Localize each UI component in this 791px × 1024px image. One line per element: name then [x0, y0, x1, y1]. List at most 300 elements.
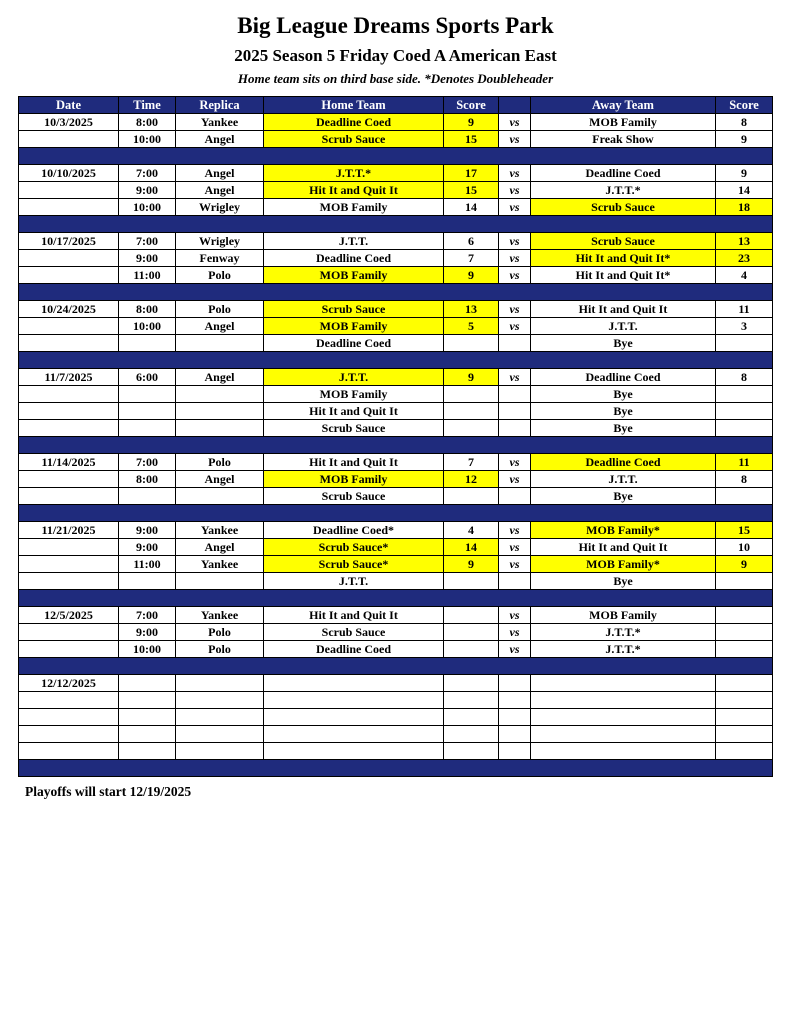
home-team-cell: Hit It and Quit It — [264, 607, 444, 624]
time-cell: 7:00 — [119, 233, 176, 250]
header-home-score: Score — [444, 97, 499, 114]
away-team-cell — [531, 675, 716, 692]
time-cell — [119, 726, 176, 743]
game-row — [19, 301, 773, 318]
vs-cell: vs — [499, 641, 531, 658]
game-row — [19, 250, 773, 267]
home-score-cell — [444, 675, 499, 692]
away-team-cell: J.T.T. — [531, 471, 716, 488]
home-team-cell: Scrub Sauce — [264, 420, 444, 437]
header-date: Date — [19, 97, 119, 114]
replica-cell: Angel — [176, 131, 264, 148]
away-team-cell: J.T.T.* — [531, 641, 716, 658]
away-score-cell: 11 — [716, 301, 773, 318]
away-score-cell — [716, 743, 773, 760]
time-cell: 6:00 — [119, 369, 176, 386]
away-score-cell: 15 — [716, 522, 773, 539]
page-subtitle: 2025 Season 5 Friday Coed A American East — [234, 46, 557, 65]
replica-cell: Angel — [176, 318, 264, 335]
vs-cell: vs — [499, 522, 531, 539]
home-team-cell: Scrub Sauce — [264, 624, 444, 641]
title-block — [0, 0, 791, 87]
vs-cell: vs — [499, 301, 531, 318]
game-row — [19, 369, 773, 386]
time-cell: 7:00 — [119, 454, 176, 471]
home-team-cell: Scrub Sauce — [264, 488, 444, 505]
bye-row — [19, 573, 773, 590]
away-score-cell: 8 — [716, 369, 773, 386]
vs-cell: vs — [499, 369, 531, 386]
replica-cell — [176, 743, 264, 760]
home-score-cell — [444, 726, 499, 743]
home-score-cell — [444, 403, 499, 420]
away-score-cell — [716, 709, 773, 726]
away-score-cell: 3 — [716, 318, 773, 335]
time-cell — [119, 488, 176, 505]
game-row — [19, 267, 773, 284]
playoffs-note: Playoffs will start 12/19/2025 — [25, 784, 192, 799]
time-cell — [119, 709, 176, 726]
home-team-cell: MOB Family — [264, 267, 444, 284]
date-cell — [19, 131, 119, 148]
away-team-cell — [531, 709, 716, 726]
game-row — [19, 471, 773, 488]
empty-row — [19, 726, 773, 743]
home-team-cell: Scrub Sauce* — [264, 539, 444, 556]
replica-cell: Yankee — [176, 556, 264, 573]
away-score-cell — [716, 573, 773, 590]
replica-cell — [176, 403, 264, 420]
replica-cell — [176, 386, 264, 403]
away-team-cell — [531, 692, 716, 709]
time-cell: 10:00 — [119, 641, 176, 658]
replica-cell: Angel — [176, 369, 264, 386]
game-row — [19, 556, 773, 573]
home-team-cell: MOB Family — [264, 318, 444, 335]
away-score-cell: 11 — [716, 454, 773, 471]
time-cell: 11:00 — [119, 556, 176, 573]
separator-cell — [19, 505, 773, 522]
home-team-cell: J.T.T. — [264, 573, 444, 590]
time-cell: 7:00 — [119, 165, 176, 182]
home-score-cell: 17 — [444, 165, 499, 182]
home-team-cell: Scrub Sauce — [264, 301, 444, 318]
vs-cell: vs — [499, 556, 531, 573]
home-score-cell: 6 — [444, 233, 499, 250]
date-cell — [19, 641, 119, 658]
away-team-cell: Bye — [531, 335, 716, 352]
replica-cell: Fenway — [176, 250, 264, 267]
replica-cell: Yankee — [176, 522, 264, 539]
vs-cell — [499, 488, 531, 505]
date-cell — [19, 250, 119, 267]
empty-row — [19, 743, 773, 760]
time-cell: 10:00 — [119, 318, 176, 335]
game-row — [19, 233, 773, 250]
away-score-cell: 14 — [716, 182, 773, 199]
time-cell — [119, 675, 176, 692]
bye-row — [19, 335, 773, 352]
home-score-cell: 7 — [444, 454, 499, 471]
date-cell — [19, 743, 119, 760]
game-row — [19, 114, 773, 131]
time-cell: 8:00 — [119, 471, 176, 488]
date-cell — [19, 539, 119, 556]
replica-cell: Polo — [176, 641, 264, 658]
away-score-cell — [716, 624, 773, 641]
away-team-cell: J.T.T.* — [531, 624, 716, 641]
vs-cell: vs — [499, 131, 531, 148]
header-home-team: Home Team — [264, 97, 444, 114]
vs-cell: vs — [499, 182, 531, 199]
home-score-cell — [444, 420, 499, 437]
home-score-cell: 5 — [444, 318, 499, 335]
vs-cell — [499, 335, 531, 352]
replica-cell: Wrigley — [176, 199, 264, 216]
replica-cell — [176, 488, 264, 505]
game-row — [19, 675, 773, 692]
vs-cell: vs — [499, 199, 531, 216]
away-score-cell: 9 — [716, 556, 773, 573]
time-cell: 11:00 — [119, 267, 176, 284]
separator-cell — [19, 760, 773, 777]
separator-row — [19, 284, 773, 301]
separator-row — [19, 148, 773, 165]
game-row — [19, 539, 773, 556]
home-score-cell — [444, 607, 499, 624]
time-cell: 10:00 — [119, 199, 176, 216]
separator-cell — [19, 658, 773, 675]
bye-row — [19, 386, 773, 403]
empty-row — [19, 709, 773, 726]
date-cell: 11/21/2025 — [19, 522, 119, 539]
vs-cell — [499, 726, 531, 743]
away-score-cell: 13 — [716, 233, 773, 250]
time-cell: 9:00 — [119, 624, 176, 641]
vs-cell: vs — [499, 250, 531, 267]
time-cell — [119, 743, 176, 760]
separator-row — [19, 760, 773, 777]
table-header-row — [19, 97, 773, 114]
away-score-cell: 23 — [716, 250, 773, 267]
date-cell — [19, 267, 119, 284]
header-time: Time — [119, 97, 176, 114]
home-score-cell — [444, 573, 499, 590]
home-score-cell — [444, 641, 499, 658]
away-score-cell: 8 — [716, 471, 773, 488]
vs-cell: vs — [499, 454, 531, 471]
away-team-cell: Deadline Coed — [531, 165, 716, 182]
replica-cell — [176, 335, 264, 352]
date-cell — [19, 182, 119, 199]
time-cell — [119, 335, 176, 352]
away-team-cell: Bye — [531, 386, 716, 403]
away-team-cell: Scrub Sauce — [531, 199, 716, 216]
date-cell: 10/24/2025 — [19, 301, 119, 318]
home-team-cell: J.T.T. — [264, 369, 444, 386]
away-score-cell — [716, 488, 773, 505]
separator-row — [19, 352, 773, 369]
separator-row — [19, 437, 773, 454]
home-team-cell: Deadline Coed — [264, 641, 444, 658]
vs-cell — [499, 573, 531, 590]
away-score-cell — [716, 641, 773, 658]
header-vs — [499, 97, 531, 114]
game-row — [19, 199, 773, 216]
vs-cell — [499, 403, 531, 420]
away-team-cell: Hit It and Quit It — [531, 301, 716, 318]
away-score-cell — [716, 420, 773, 437]
home-score-cell: 9 — [444, 556, 499, 573]
date-cell — [19, 335, 119, 352]
header-away-score: Score — [716, 97, 773, 114]
vs-cell: vs — [499, 607, 531, 624]
separator-row — [19, 216, 773, 233]
vs-cell: vs — [499, 114, 531, 131]
home-team-cell: MOB Family — [264, 199, 444, 216]
date-cell — [19, 318, 119, 335]
home-score-cell: 15 — [444, 131, 499, 148]
separator-cell — [19, 437, 773, 454]
away-score-cell: 18 — [716, 199, 773, 216]
game-row — [19, 607, 773, 624]
bye-row — [19, 488, 773, 505]
away-team-cell: J.T.T.* — [531, 182, 716, 199]
home-score-cell — [444, 624, 499, 641]
home-team-cell: MOB Family — [264, 471, 444, 488]
home-team-cell — [264, 726, 444, 743]
separator-cell — [19, 148, 773, 165]
date-cell — [19, 556, 119, 573]
away-score-cell — [716, 335, 773, 352]
away-score-cell — [716, 607, 773, 624]
date-cell — [19, 420, 119, 437]
vs-cell — [499, 420, 531, 437]
date-cell: 12/12/2025 — [19, 675, 119, 692]
vs-cell: vs — [499, 267, 531, 284]
away-score-cell: 9 — [716, 131, 773, 148]
replica-cell: Polo — [176, 624, 264, 641]
replica-cell: Angel — [176, 165, 264, 182]
schedule-table — [18, 96, 773, 777]
away-score-cell: 9 — [716, 165, 773, 182]
away-score-cell: 4 — [716, 267, 773, 284]
home-team-cell: Hit It and Quit It — [264, 454, 444, 471]
page-title: Big League Dreams Sports Park — [237, 13, 554, 38]
replica-cell: Polo — [176, 301, 264, 318]
game-row — [19, 522, 773, 539]
time-cell — [119, 386, 176, 403]
home-team-cell: J.T.T.* — [264, 165, 444, 182]
date-cell: 10/3/2025 — [19, 114, 119, 131]
vs-cell — [499, 743, 531, 760]
away-team-cell — [531, 726, 716, 743]
bye-row — [19, 420, 773, 437]
home-team-cell — [264, 675, 444, 692]
away-team-cell: Hit It and Quit It — [531, 539, 716, 556]
date-cell: 11/14/2025 — [19, 454, 119, 471]
date-cell — [19, 471, 119, 488]
vs-cell: vs — [499, 624, 531, 641]
away-team-cell: Bye — [531, 488, 716, 505]
vs-cell — [499, 709, 531, 726]
separator-cell — [19, 284, 773, 301]
vs-cell: vs — [499, 539, 531, 556]
game-row — [19, 454, 773, 471]
time-cell: 7:00 — [119, 607, 176, 624]
away-team-cell: Bye — [531, 420, 716, 437]
vs-cell: vs — [499, 318, 531, 335]
date-cell — [19, 573, 119, 590]
replica-cell: Wrigley — [176, 233, 264, 250]
time-cell: 9:00 — [119, 522, 176, 539]
away-score-cell — [716, 692, 773, 709]
away-score-cell — [716, 675, 773, 692]
home-score-cell: 4 — [444, 522, 499, 539]
home-score-cell — [444, 692, 499, 709]
home-team-cell: Hit It and Quit It — [264, 182, 444, 199]
home-score-cell: 7 — [444, 250, 499, 267]
away-team-cell: Bye — [531, 403, 716, 420]
home-team-cell: Deadline Coed — [264, 250, 444, 267]
away-score-cell: 10 — [716, 539, 773, 556]
replica-cell — [176, 692, 264, 709]
date-cell — [19, 692, 119, 709]
vs-cell — [499, 675, 531, 692]
separator-cell — [19, 590, 773, 607]
home-team-cell: Scrub Sauce* — [264, 556, 444, 573]
date-cell: 10/10/2025 — [19, 165, 119, 182]
replica-cell — [176, 726, 264, 743]
game-row — [19, 165, 773, 182]
home-team-cell — [264, 709, 444, 726]
separator-cell — [19, 216, 773, 233]
home-score-cell: 9 — [444, 114, 499, 131]
time-cell: 8:00 — [119, 301, 176, 318]
time-cell — [119, 403, 176, 420]
time-cell — [119, 692, 176, 709]
home-score-cell — [444, 709, 499, 726]
empty-row — [19, 692, 773, 709]
time-cell: 9:00 — [119, 182, 176, 199]
game-row — [19, 641, 773, 658]
game-row — [19, 624, 773, 641]
vs-cell: vs — [499, 471, 531, 488]
time-cell: 10:00 — [119, 131, 176, 148]
away-score-cell — [716, 726, 773, 743]
time-cell: 9:00 — [119, 250, 176, 267]
away-team-cell: J.T.T. — [531, 318, 716, 335]
schedule-body — [19, 114, 773, 777]
date-cell — [19, 386, 119, 403]
replica-cell: Yankee — [176, 114, 264, 131]
date-cell: 10/17/2025 — [19, 233, 119, 250]
replica-cell: Yankee — [176, 607, 264, 624]
away-team-cell: Freak Show — [531, 131, 716, 148]
replica-cell — [176, 709, 264, 726]
replica-cell — [176, 420, 264, 437]
home-team-cell: Deadline Coed — [264, 114, 444, 131]
time-cell — [119, 420, 176, 437]
away-score-cell: 8 — [716, 114, 773, 131]
away-team-cell: MOB Family* — [531, 522, 716, 539]
bye-row — [19, 403, 773, 420]
date-cell — [19, 199, 119, 216]
time-cell: 9:00 — [119, 539, 176, 556]
home-score-cell — [444, 386, 499, 403]
game-row — [19, 131, 773, 148]
replica-cell: Angel — [176, 539, 264, 556]
away-team-cell: MOB Family — [531, 114, 716, 131]
home-team-cell — [264, 692, 444, 709]
home-team-cell: Deadline Coed* — [264, 522, 444, 539]
header-replica: Replica — [176, 97, 264, 114]
away-score-cell — [716, 386, 773, 403]
away-team-cell: Hit It and Quit It* — [531, 250, 716, 267]
vs-cell: vs — [499, 233, 531, 250]
time-cell — [119, 573, 176, 590]
vs-cell: vs — [499, 165, 531, 182]
home-score-cell: 9 — [444, 267, 499, 284]
away-team-cell: Bye — [531, 573, 716, 590]
separator-cell — [19, 352, 773, 369]
away-team-cell: Hit It and Quit It* — [531, 267, 716, 284]
home-team-cell — [264, 743, 444, 760]
home-team-cell: Deadline Coed — [264, 335, 444, 352]
separator-row — [19, 590, 773, 607]
replica-cell: Angel — [176, 471, 264, 488]
header-away-team: Away Team — [531, 97, 716, 114]
away-team-cell: Scrub Sauce — [531, 233, 716, 250]
home-team-cell: J.T.T. — [264, 233, 444, 250]
home-score-cell: 12 — [444, 471, 499, 488]
date-cell: 12/5/2025 — [19, 607, 119, 624]
date-cell — [19, 709, 119, 726]
home-team-cell: MOB Family — [264, 386, 444, 403]
schedule-note: Home team sits on third base side. *Denotes Doubleheader — [237, 71, 554, 86]
away-team-cell: MOB Family* — [531, 556, 716, 573]
home-score-cell: 14 — [444, 539, 499, 556]
away-team-cell — [531, 743, 716, 760]
game-row — [19, 318, 773, 335]
home-team-cell: Hit It and Quit It — [264, 403, 444, 420]
home-score-cell — [444, 743, 499, 760]
vs-cell — [499, 386, 531, 403]
replica-cell — [176, 573, 264, 590]
replica-cell: Polo — [176, 267, 264, 284]
home-score-cell: 14 — [444, 199, 499, 216]
replica-cell: Angel — [176, 182, 264, 199]
replica-cell — [176, 675, 264, 692]
date-cell: 11/7/2025 — [19, 369, 119, 386]
date-cell — [19, 488, 119, 505]
away-score-cell — [716, 403, 773, 420]
game-row — [19, 182, 773, 199]
time-cell: 8:00 — [119, 114, 176, 131]
replica-cell: Polo — [176, 454, 264, 471]
separator-row — [19, 658, 773, 675]
away-team-cell: Deadline Coed — [531, 369, 716, 386]
home-score-cell: 13 — [444, 301, 499, 318]
separator-row — [19, 505, 773, 522]
home-score-cell: 9 — [444, 369, 499, 386]
away-team-cell: MOB Family — [531, 607, 716, 624]
date-cell — [19, 624, 119, 641]
home-score-cell: 15 — [444, 182, 499, 199]
date-cell — [19, 726, 119, 743]
home-score-cell — [444, 335, 499, 352]
away-team-cell: Deadline Coed — [531, 454, 716, 471]
